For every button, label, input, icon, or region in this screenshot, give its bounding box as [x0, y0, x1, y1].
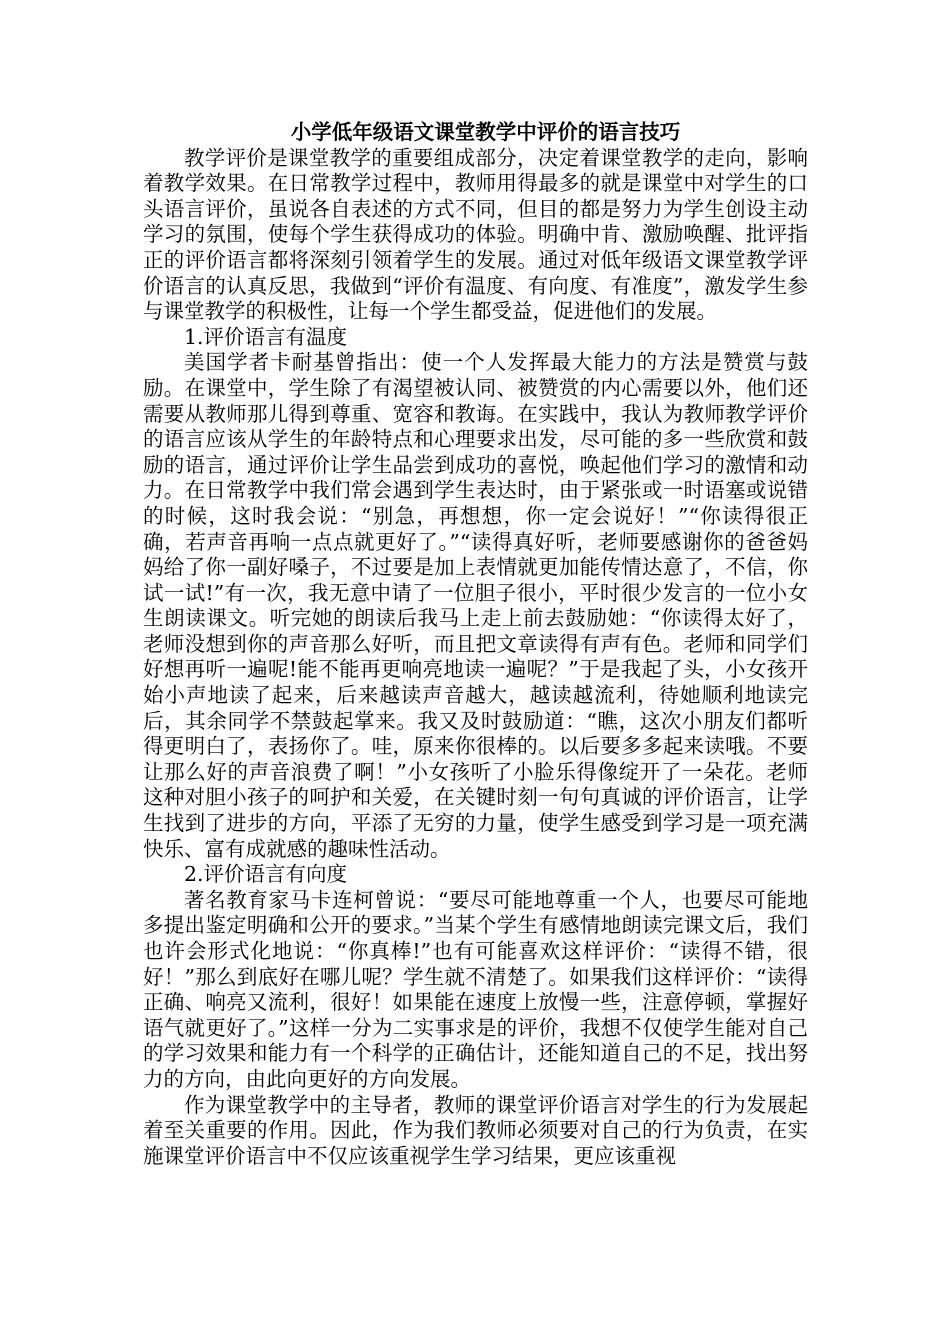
section-2-paragraph-2: 作为课堂教学中的主导者，教师的课堂评价语言对学生的行为发展起着至关重要的作用。因此，作为我们教师必须要对自己的行为负责，在实施课堂评价语言中不仅应该重视学生学习结果，更应该重视 [143, 1092, 808, 1168]
section-1-heading: 1.评价语言有温度 [184, 324, 348, 349]
document-title: 小学低年级语文课堂教学中评价的语言技巧 [290, 120, 681, 144]
section-1-paragraph: 美国学者卡耐基曾指出：使一个人发挥最大能力的方法是赞赏与鼓励。在课堂中，学生除了有渴望被认同、被赞赏的内心需要以外，他们还需要从教师那儿得到尊重、宽容和教诲。在实践中，我认为教师教学评价的语言应该从学生的年龄特点和心理要求出发，尽可能的多一些欣赏和鼓励的语言，通过评价让学生品尝到成功的喜悦，唤起他们学习的激情和动力。在日常教学中我们常会遇到学生表达时，由于紧张或一时语塞或说错的时候，这时我会说：“别急，再想想，你一定会说好！”“你读得很正确，若声音再响一点点就更好了。”“读得真好听，老师要感谢你的爸爸妈妈给了你一副好嗓子，不过要是加上表情就更加能传情达意了，不信，你试一试!”有一次，我无意中请了一位胆子很小，平时很少发言的一位小女生朗读课文。听完她的朗读后我马上走上前去鼓励她：“你读得太好了，老师没想到你的声音那么好听，而且把文章读得有声有色。老师和同学们好想再听一遍呢!能不能再更响亮地读一遍呢？”于是我起了头，小女孩开始小声地读了起来，后来越读声音越大，越读越流利，待她顺利地读完后，其余同学不禁鼓起掌来。我又及时鼓励道：“瞧，这次小朋友们都听得更明白了，表扬你了。哇，原来你很棒的。以后要多多起来读哦。不要让那么好的声音浪费了啊！”小女孩听了小脸乐得像绽开了一朵花。老师这种对胆小孩子的呵护和关爱，在关键时刻一句句真诚的评价语言，让学生找到了进步的方向，平添了无穷的力量，使学生感受到学习是一项充满快乐、富有成就感的趣味性活动。 [143, 350, 808, 861]
section-2-heading: 2.评价语言有向度 [184, 862, 348, 887]
document-page [143, 120, 808, 1169]
section-2-paragraph: 著名教育家马卡连柯曾说：“要尽可能地尊重一个人，也要尽可能地多提出鉴定明确和公开的要求。”当某个学生有感情地朗读完课文后，我们也许会形式化地说：“你真棒!”也有可能喜欢这样评价：“读得不错，很好！”那么到底好在哪儿呢？学生就不清楚了。如果我们这样评价：“读得正确、响亮又流利，很好！如果能在速度上放慢一些，注意停顿，掌握好语气就更好了。”这样一分为二实事求是的评价，我想不仅使学生能对自己的学习效果和能力有一个科学的正确估计，还能知道自己的不足，找出努力的方向，由此向更好的方向发展。 [143, 887, 808, 1091]
intro-paragraph: 教学评价是课堂教学的重要组成部分，决定着课堂教学的走向，影响着教学效果。在日常教学过程中，教师用得最多的就是课堂中对学生的口头语言评价，虽说各自表述的方式不同，但目的都是努力为学生创设主动学习的氛围，使每个学生获得成功的体验。明确中肯、激励唤醒、批评指正的评价语言都将深刻引领着学生的发展。通过对低年级语文课堂教学评价语言的认真反思，我做到“评价有温度、有向度、有准度”，激发学生参与课堂教学的积极性，让每一个学生都受益，促进他们的发展。 [143, 145, 808, 324]
